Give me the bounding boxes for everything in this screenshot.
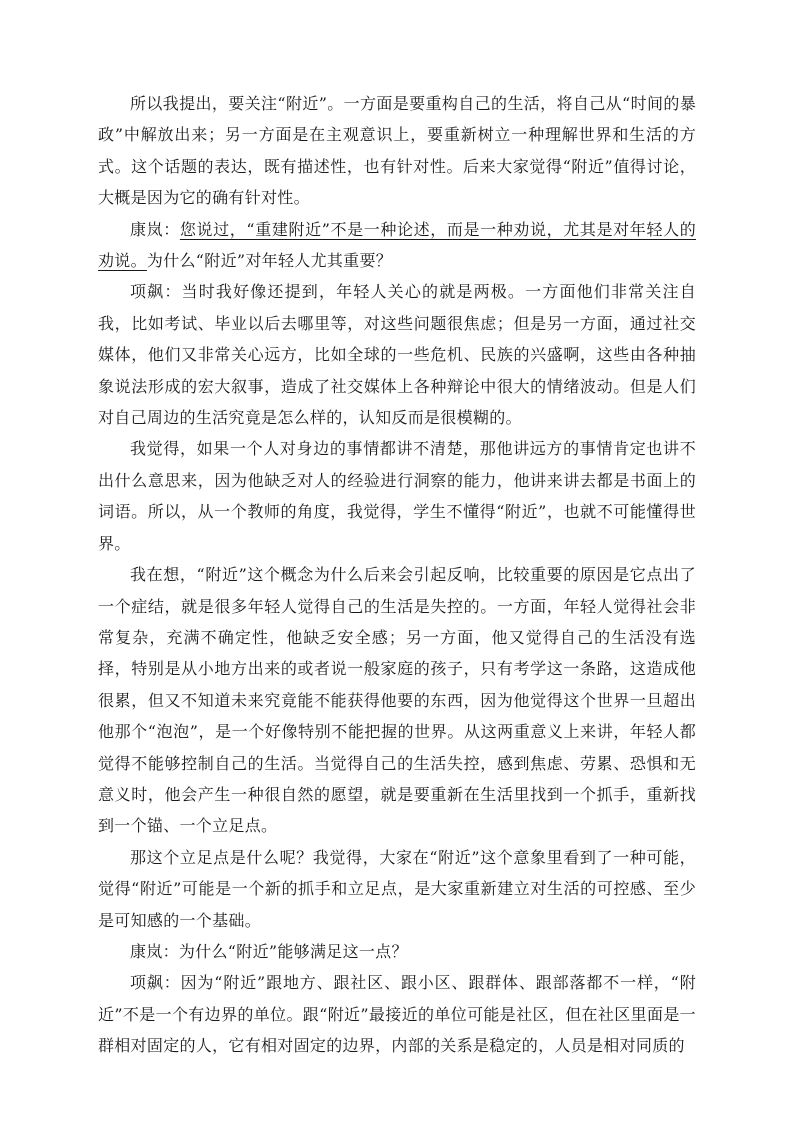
underlined-text: 您说过，“重建附近”不是一种论述，而是一种劝说，尤其是对年轻人的劝说。 xyxy=(98,219,696,271)
paragraph-2 xyxy=(98,214,696,277)
paragraph-text: 因为“附近”跟地方、跟社区、跟小区、跟群体、跟部落都不一样，“附近”不是一个有边界的单位。跟“附近”最接近的单位可能是社区，但在社区里面是一群相对固定的人，它有相对固定的边界，内部的关系是稳定的，人员是相对同质的 xyxy=(98,973,696,1056)
paragraph-4 xyxy=(98,433,696,559)
speaker-label: 康岚： xyxy=(130,941,179,961)
document-page xyxy=(98,88,696,1062)
speaker-label: 项飙： xyxy=(130,282,182,302)
paragraph-text: 当时我好像还提到，年轻人关心的就是两极。一方面他们非常关注自我，比如考试、毕业以后去哪里等，对这些问题很焦虑；但是另一方面，通过社交媒体，他们又非常关心远方，比如全球的一些危机、民族的兴盛啊，这些由各种抽象说法形成的宏大叙事，造成了社交媒体上各种辩论中很大的情绪波动。但是人们对自己周边的生活究竟是怎么样的，认知反而是很模糊的。 xyxy=(98,282,696,428)
paragraph-5 xyxy=(98,559,696,842)
paragraph-1 xyxy=(98,88,696,214)
paragraph-text: 为什么“附近”对年轻人尤其重要？ xyxy=(146,251,393,271)
paragraph-text: 那这个立足点是什么呢？我觉得，大家在“附近”这个意象里看到了一种可能，觉得“附近”可能是一个新的抓手和立足点，是大家重新建立对生活的可控感、至少是可知感的一个基础。 xyxy=(98,847,696,930)
paragraph-6 xyxy=(98,842,696,936)
paragraph-text: 所以我提出，要关注“附近”。一方面是要重构自己的生活，将自己从“时间的暴政”中解放出来；另一方面是在主观意识上，要重新树立一种理解世界和生活的方式。这个话题的表达，既有描述性，也有针对性。后来大家觉得“附近”值得讨论，大概是因为它的确有针对性。 xyxy=(98,94,696,208)
speaker-label: 项飙： xyxy=(130,973,181,993)
paragraph-text: 我在想，“附近”这个概念为什么后来会引起反响，比较重要的原因是它点出了一个症结，就是很多年轻人觉得自己的生活是失控的。一方面，年轻人觉得社会非常复杂，充满不确定性，他缺乏安全感；另一方面，他又觉得自己的生活没有选择，特别是从小地方出来的或者说一般家庭的孩子，只有考学这一条路，这造成他很累，但又不知道未来究竟能不能获得他要的东西，因为他觉得这个世界一旦超出他那个“泡泡”，是一个好像特别不能把握的世界。从这两重意义上来讲，年轻人都觉得不能够控制自己的生活。当觉得自己的生活失控，感到焦虑、劳累、恐惧和无意义时，他会产生一种很自然的愿望，就是要重新在生活里找到一个抓手，重新找到一个锚、一个立足点。 xyxy=(98,565,696,836)
paragraph-7 xyxy=(98,936,696,967)
paragraph-3 xyxy=(98,276,696,433)
speaker-label: 康岚： xyxy=(130,219,180,239)
paragraph-8 xyxy=(98,967,696,1061)
paragraph-text: 为什么“附近”能够满足这一点？ xyxy=(178,941,408,961)
paragraph-text: 我觉得，如果一个人对身边的事情都讲不清楚，那他讲远方的事情肯定也讲不出什么意思来，因为他缺乏对人的经验进行洞察的能力，他讲来讲去都是书面上的词语。所以，从一个教师的角度，我觉得，学生不懂得“附近”，也就不可能懂得世界。 xyxy=(98,439,696,553)
